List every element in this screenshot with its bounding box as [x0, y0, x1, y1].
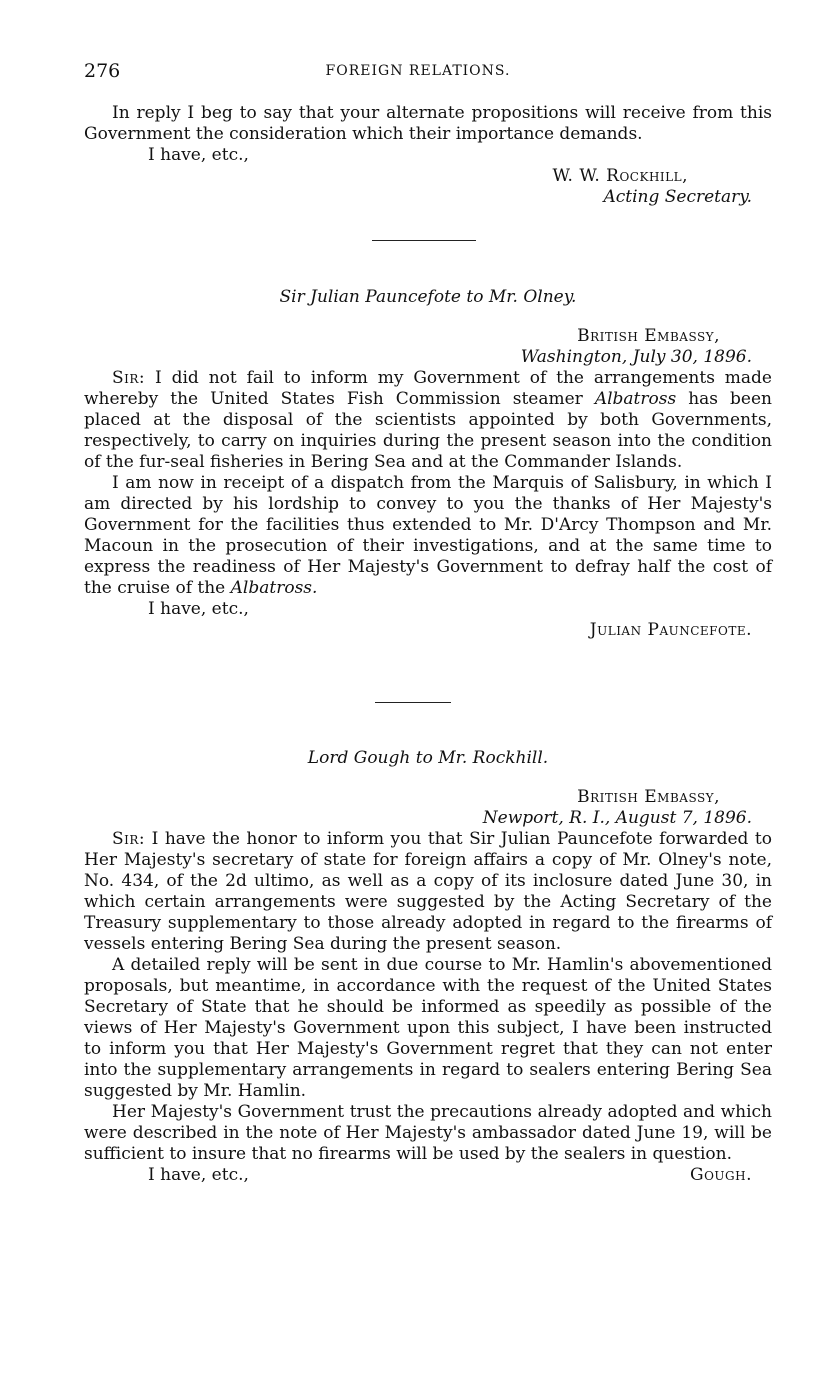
letter2-paragraph-1 — [84, 368, 772, 473]
letter2-heading: Sir Julian Pauncefote to Mr. Olney. — [279, 287, 577, 307]
letter3-paragraph-3: Her Majesty's Government trust the precautions already adopted and which were described in the note of Her Majesty's ambassador dated June 19, will be sufficient to insure that no firearms will be used by the sealers in question. — [84, 1102, 772, 1164]
letter3-closing: I have, etc., — [148, 1165, 249, 1185]
divider-rule-2 — [375, 702, 451, 703]
letter2-ship-name: Albatross — [594, 389, 677, 409]
letter2-ship-name-2: Albatross. — [230, 578, 318, 598]
page-number: 276 — [84, 60, 121, 82]
letter2-closing: I have, etc., — [148, 599, 249, 619]
letter2-salutation: Sir: — [112, 368, 146, 388]
letter3-heading: Lord Gough to Mr. Rockhill. — [307, 748, 549, 768]
letter2-date: Washington, July 30, 1896. — [520, 347, 752, 367]
letter1-closing: I have, etc., — [148, 145, 249, 165]
page-header — [84, 60, 752, 86]
letter3-paragraph-2: A detailed reply will be sent in due course to Mr. Hamlin's abovementioned proposals, but meantime, in accordance with the request of the United States Secretary of State that he should be informed as speedily as possible of the views of Her Majesty's Government upon this subject, I have been instructed to inform you that Her Majesty's Government regret that they can not enter into the supplementary arrangements in regard to sealers entering Bering Sea suggested by Mr. Hamlin. — [84, 955, 772, 1101]
letter1-signer-name: W. W. Rockhill, — [552, 166, 688, 186]
letter3-sign-row — [84, 1165, 772, 1186]
letter2-p1-text-b: has been placed at the disposal of the scientists appointed by both Governments, respectively, to carry on inquiries during the present season into the condition of the fur-seal fisheries in Bering Sea and at the Commander Islands. — [84, 389, 772, 472]
divider-rule — [372, 240, 476, 241]
letter1-signer-title — [84, 187, 772, 208]
running-title: FOREIGN RELATIONS. — [325, 63, 511, 79]
letter3-salutation: Sir: — [112, 829, 146, 849]
letter3-date: Newport, R. I., August 7, 1896. — [482, 808, 752, 828]
letter1-signer — [84, 166, 772, 187]
letter2-paragraph-2 — [84, 473, 772, 599]
letter-pauncefote — [84, 326, 772, 641]
letter3-signer: Gough. — [690, 1165, 752, 1185]
letter3-place: British Embassy, — [577, 787, 720, 807]
letter1-signer-title-text: Acting Secretary. — [603, 187, 752, 207]
letter2-p1-text-a: I did not fail to inform my Government of the arrangements made whereby the United States Fish Commission steamer — [84, 368, 772, 409]
letter2-signer: Julian Pauncefote. — [589, 620, 752, 640]
letter-rockhill — [84, 103, 772, 208]
letter1-paragraph: In reply I beg to say that your alternate propositions will receive from this Government the consideration which their importance demands. — [84, 103, 772, 144]
letter3-paragraph-1 — [84, 829, 772, 955]
letter2-place: British Embassy, — [577, 326, 720, 346]
letter-gough — [84, 787, 772, 1186]
letter3-p1-text: I have the honor to inform you that Sir Julian Pauncefote forwarded to Her Majesty's secretary of state for foreign affairs a copy of Mr. Olney's note, No. 434, of the 2d ultimo, as well as a copy of its inclosure dated June 30, in which certain arrangements were suggested by the Acting Secretary of the Treasury supplementary to those already adopted in regard to the firearms of vessels entering Bering Sea during the present season. — [84, 829, 772, 954]
letter2-p2-text: I am now in receipt of a dispatch from the Marquis of Salisbury, in which I am directed by his lordship to convey to you the thanks of Her Majesty's Government for the facilities thus extended to Mr. D'Arcy Thompson and Mr. Macoun in the prosecution of their investigations, and at the same time to express the readiness of Her Majesty's Government to defray half the cost of the cruise of the — [84, 473, 772, 598]
